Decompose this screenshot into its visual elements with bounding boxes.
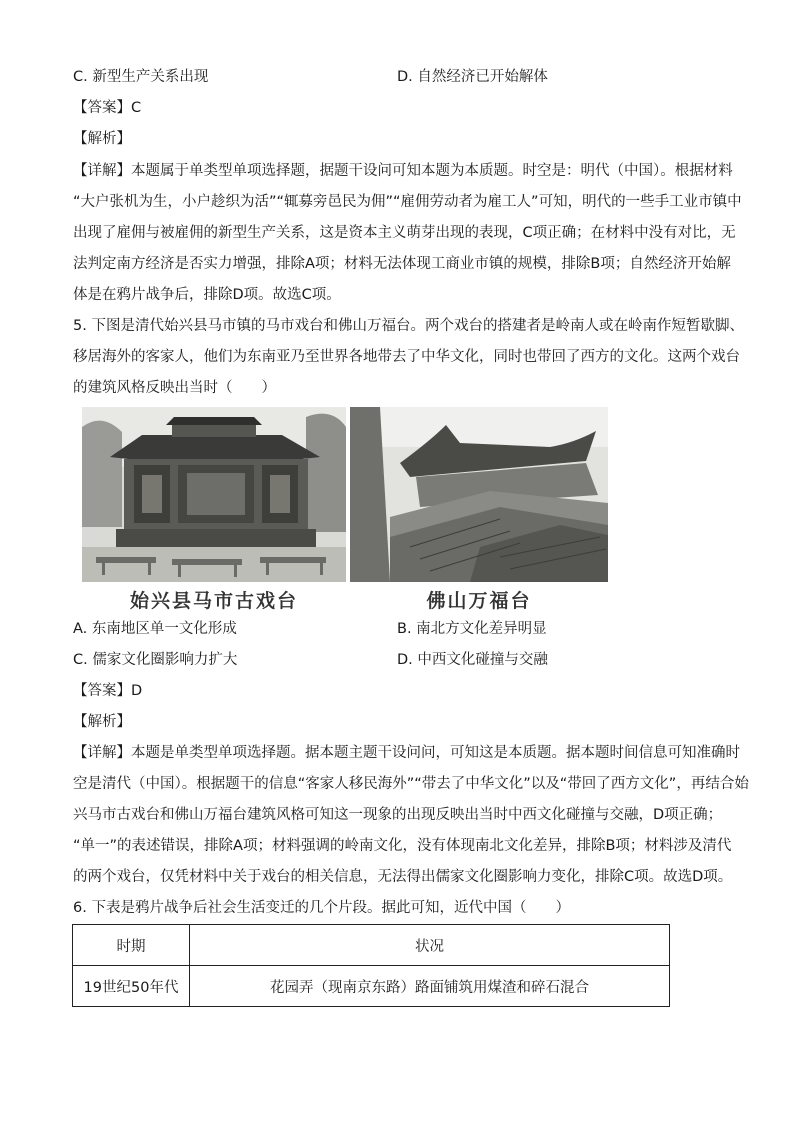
q4-detail-line-3: 出现了雇佣与被雇佣的新型生产关系，这是资本主义萌芽出现的表现，C项正确；在材料中没有对比，无 bbox=[73, 225, 736, 241]
q5-option-b: B. 南北方文化差异明显 bbox=[397, 621, 547, 637]
q5-stem-line-1: 5. 下图是清代始兴县马市镇的马市戏台和佛山万福台。两个戏台的搭建者是岭南人或在岭南作短暂歇脚、 bbox=[73, 318, 744, 334]
table-header-status: 状况 bbox=[190, 925, 670, 966]
caption-mashi-stage: 始兴县马市古戏台 bbox=[129, 590, 298, 612]
answer-label: 【答案】 bbox=[73, 683, 131, 699]
q4-analysis-label: 【解析】 bbox=[73, 131, 131, 147]
q5-detail-line-4: “单一”的表述错误，排除A项；材料强调的岭南文化，没有体现南北文化差异，排除B项；材料涉及清代 bbox=[73, 838, 732, 854]
q5-stem-line-3: 的建筑风格反映出当时（ ） bbox=[73, 380, 276, 396]
q5-option-a: A. 东南地区单一文化形成 bbox=[73, 621, 237, 637]
answer-value: D bbox=[131, 683, 143, 699]
table-cell-period: 19世纪50年代 bbox=[73, 966, 190, 1007]
q5-option-c: C. 儒家文化圈影响力扩大 bbox=[73, 652, 238, 668]
q6-stem: 6. 下表是鸦片战争后社会生活变迁的几个片段。据此可知，近代中国（ ） bbox=[73, 900, 570, 916]
q4-detail-line-5: 体是在鸦片战争后，排除D项。故选C项。 bbox=[73, 287, 341, 303]
table-header-period: 时期 bbox=[73, 925, 190, 966]
q4-detail-line-1: 【详解】本题属于单类型单项选择题，据题干设问可知本题为本质题。时空是：明代（中国）。根据材料 bbox=[73, 163, 733, 179]
q5-detail-line-3: 兴马市古戏台和佛山万福台建筑风格可知这一现象的出现反映出当时中西文化碰撞与交融，D项正确； bbox=[73, 807, 723, 823]
q5-detail-line-2: 空是清代（中国）。根据题干的信息“客家人移民海外”“带去了中华文化”以及“带回了西方文化”，再结合始 bbox=[73, 776, 749, 792]
q4-detail-line-4: 法判定南方经济是否实力增强，排除A项；材料无法体现工商业市镇的规模，排除B项；自然经济开始解 bbox=[73, 256, 731, 272]
photo-mashi-stage bbox=[82, 407, 346, 582]
q5-detail-line-5: 的两个戏台，仅凭材料中关于戏台的相关信息，无法得出儒家文化圈影响力变化，排除C项。故选D项。 bbox=[73, 869, 733, 885]
q4-detail-line-2: “大户张机为生，小户趁织为活”“辄募旁邑民为佣”“雇佣劳动者为雇工人”可知，明代的一些手工业市镇中 bbox=[73, 194, 742, 210]
q5-detail-line-1: 【详解】本题是单类型单项选择题。据本题主题干设问问，可知这是本质题。据本题时间信息可知准确时 bbox=[73, 745, 740, 761]
table-cell-status: 花园弄（现南京东路）路面铺筑用煤渣和碎石混合 bbox=[190, 966, 670, 1007]
answer-value: C bbox=[131, 100, 142, 116]
q5-answer bbox=[73, 681, 142, 701]
answer-label: 【答案】 bbox=[73, 100, 131, 116]
q4-answer bbox=[73, 98, 141, 118]
q5-analysis-label: 【解析】 bbox=[73, 714, 131, 730]
q4-option-c: C. 新型生产关系出现 bbox=[73, 69, 209, 85]
table-header-row bbox=[73, 925, 670, 966]
photo-wanfu-stage bbox=[350, 407, 608, 582]
table-row bbox=[73, 966, 670, 1007]
caption-wanfu-stage: 佛山万福台 bbox=[426, 590, 532, 612]
q4-option-d: D. 自然经济已开始解体 bbox=[397, 69, 548, 85]
q5-option-d: D. 中西文化碰撞与交融 bbox=[397, 652, 548, 668]
q6-table bbox=[72, 924, 670, 1007]
q5-stem-line-2: 移居海外的客家人，他们为东南亚乃至世界各地带去了中华文化，同时也带回了西方的文化。这两个戏台 bbox=[73, 349, 740, 365]
